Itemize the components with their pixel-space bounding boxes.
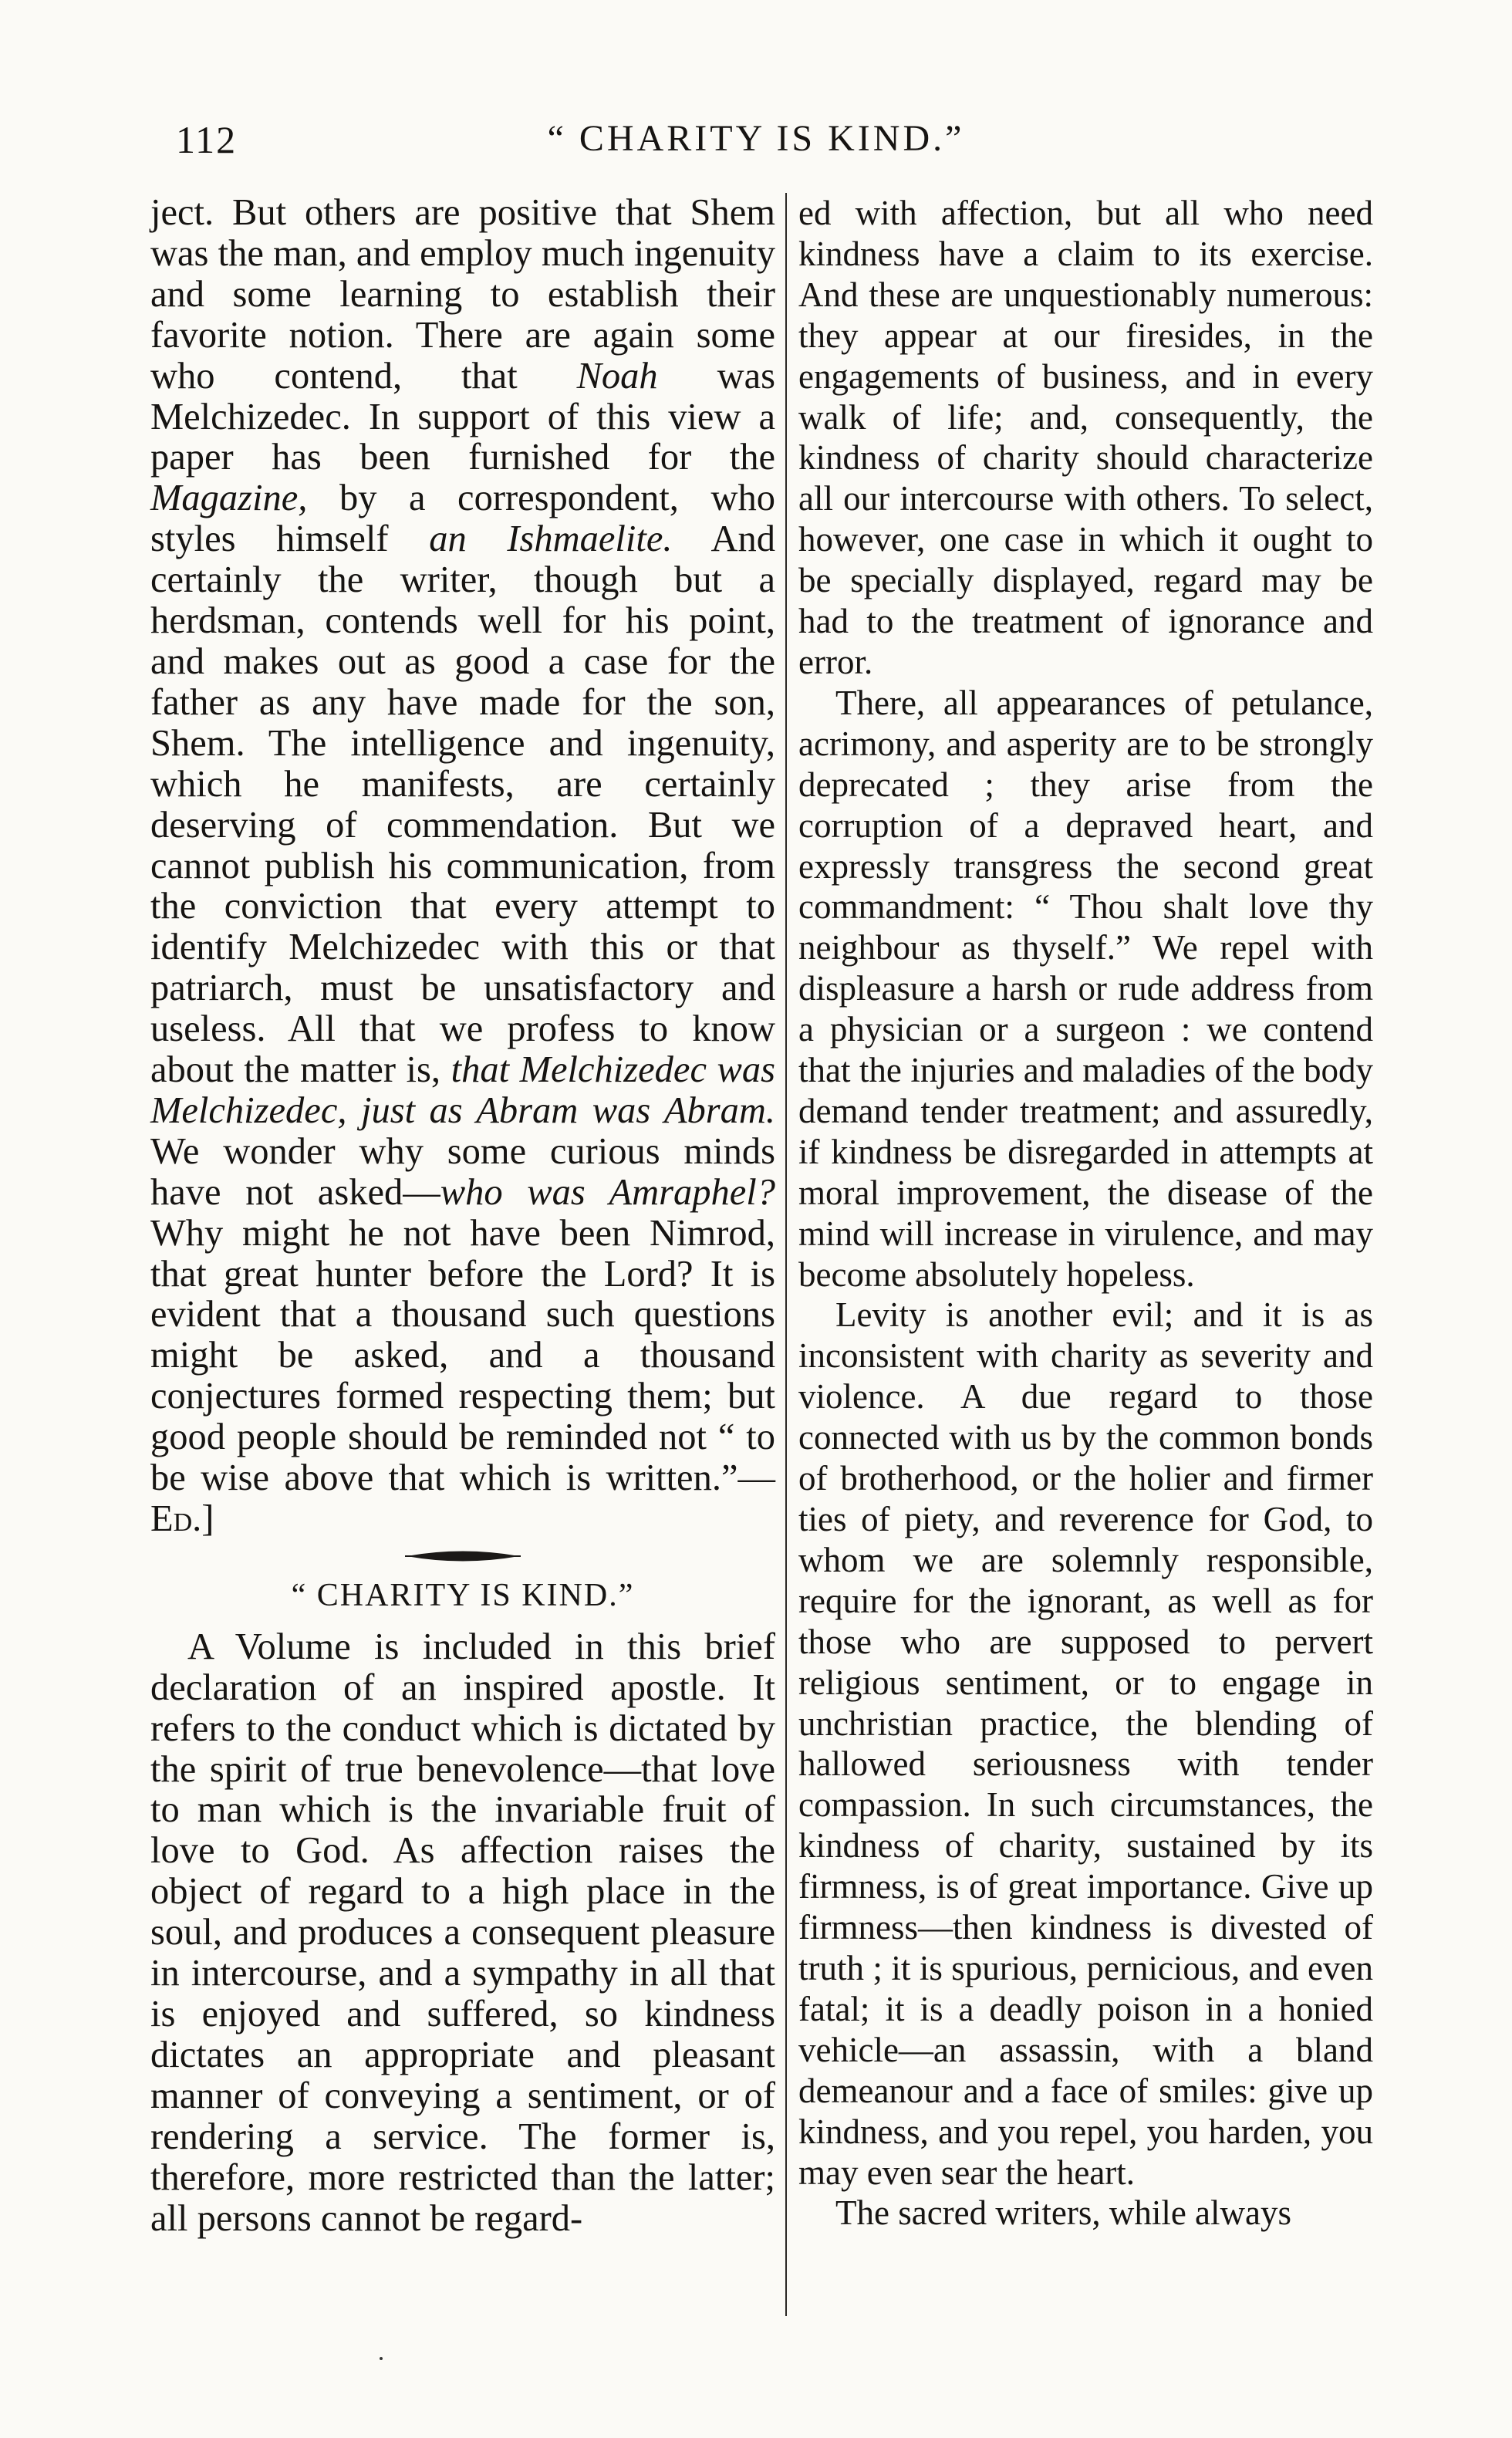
body-paragraph: Levity is another evil; and it is as inconsistent with charity as severity and violence. A due regard to those connected with us by the common bonds of brotherhood, or the holier and firmer ties of piety, and reverence for God, to whom we are solemnly responsible, require for the ignorant, as well as for those who are supposed to pervert religious sentiment, or to engage in unchristian practice, the blending of hallowed seriousness with tender compassion. In such circumstances, the kindness of charity, sustained by its firmness, is of great importance. Give up firmness—then kindness is divested of truth ; it is spurious, pernicious, and even fatal; it is a deadly poison in a honied vehicle—an assassin, with a bland demeanour and a face of smiles: give up kindness, and you repel, you harden, you may even sear the heart. bbox=[798, 1295, 1373, 2192]
editor-note-paragraph bbox=[150, 193, 775, 1540]
section-title: “ CHARITY IS KIND.” bbox=[291, 1577, 635, 1613]
left-column bbox=[150, 193, 775, 2239]
running-title: “ CHARITY IS KIND.” bbox=[547, 118, 965, 159]
editor-signature: Ed.] bbox=[150, 1498, 214, 1539]
body-paragraph: A Volume is included in this brief declaration of an inspired apostle. It refers to the conduct which is dictated by the spirit of true benevolence—that love to man which is the invariable fruit of love to God. As affection raises the object of regard to a high place in the soul, and produces a consequent pleasure in intercourse, and a sympathy in all that is enjoyed and suffered, so kindness dictates an appropriate and pleasant manner of conveying a sentiment, or of rendering a service. The former is, therefore, more restricted than the latter; all persons cannot be regard- bbox=[150, 1626, 775, 2239]
ornament-divider bbox=[405, 1548, 521, 1565]
text-run: ject. But others are positive that Shem was the man, and employ much ingenuity and some learning to establish their favorite notion. There are again some who contend, that bbox=[150, 192, 775, 397]
text-run: was Melchizedec. In support of this view a paper has been furnished for the bbox=[150, 355, 776, 478]
column-divider bbox=[785, 193, 787, 2316]
text-run: Why might he not have been Nimrod, that great hunter before the Lord? It is evident that a thousand such questions might be asked, and a thousand conjectures formed respecting them; but good people should be reminded not “ to be wise above that which is written.”— bbox=[150, 1212, 775, 1499]
body-paragraph: There, all appearances of petulance, acrimony, and asperity are to be strongly deprecated ; they arise from the corruption of a depraved heart, and expressly transgress the second great commandment: “ Thou shalt love thy neighbour as thyself.” We repel with displeasure a harsh or rude address from a physician or a surgeon : we contend that the injuries and maladies of the body demand tender treatment; and assuredly, if kindness be disregarded in attempts at moral improvement, the disease of the mind will increase in virulence, and may become absolutely hopeless. bbox=[798, 683, 1373, 1294]
italic-noah: Noah bbox=[576, 355, 658, 397]
italic-amraphel: who was Amraphel? bbox=[440, 1171, 775, 1213]
print-speck bbox=[380, 2357, 383, 2360]
text-run: And certainly the writer, though but a herdsman, contends well for his point, and makes out as good a case for the father as any have made for the son, Shem. The intelligence and ingenuity, which he manifests, are certainly deserving of commendation. But we cannot publish his communication, from the conviction that every attempt to identify Melchizedec with this or that patriarch, must be unsatisfactory and useless. All that we profess to know about the matter is, bbox=[150, 518, 775, 1091]
text-run: by a correspondent, who styles himself bbox=[150, 478, 775, 560]
body-paragraph: ed with affection, but all who need kindness have a claim to its exercise. And these are unquestionably numerous: they appear at our firesides, in the engagements of business, and in every walk of life; and, consequently, the kindness of charity should characterize all our intercourse with others. To select, however, one case in which it ought to be specially displayed, regard may be had to the treatment of ignorance and error. bbox=[798, 194, 1373, 681]
page-number: 112 bbox=[176, 118, 238, 161]
italic-ishmaelite: an Ishmaelite. bbox=[429, 518, 673, 560]
text-run: We wonder why some curious minds have not asked— bbox=[150, 1130, 775, 1213]
right-column bbox=[798, 193, 1373, 2234]
body-paragraph: The sacred writers, while always bbox=[835, 2193, 1292, 2233]
italic-magazine: Magazine, bbox=[150, 478, 308, 519]
italic-claim: that Melchizedec was Melchizedec, just as Abram was Abram. bbox=[150, 1049, 776, 1131]
